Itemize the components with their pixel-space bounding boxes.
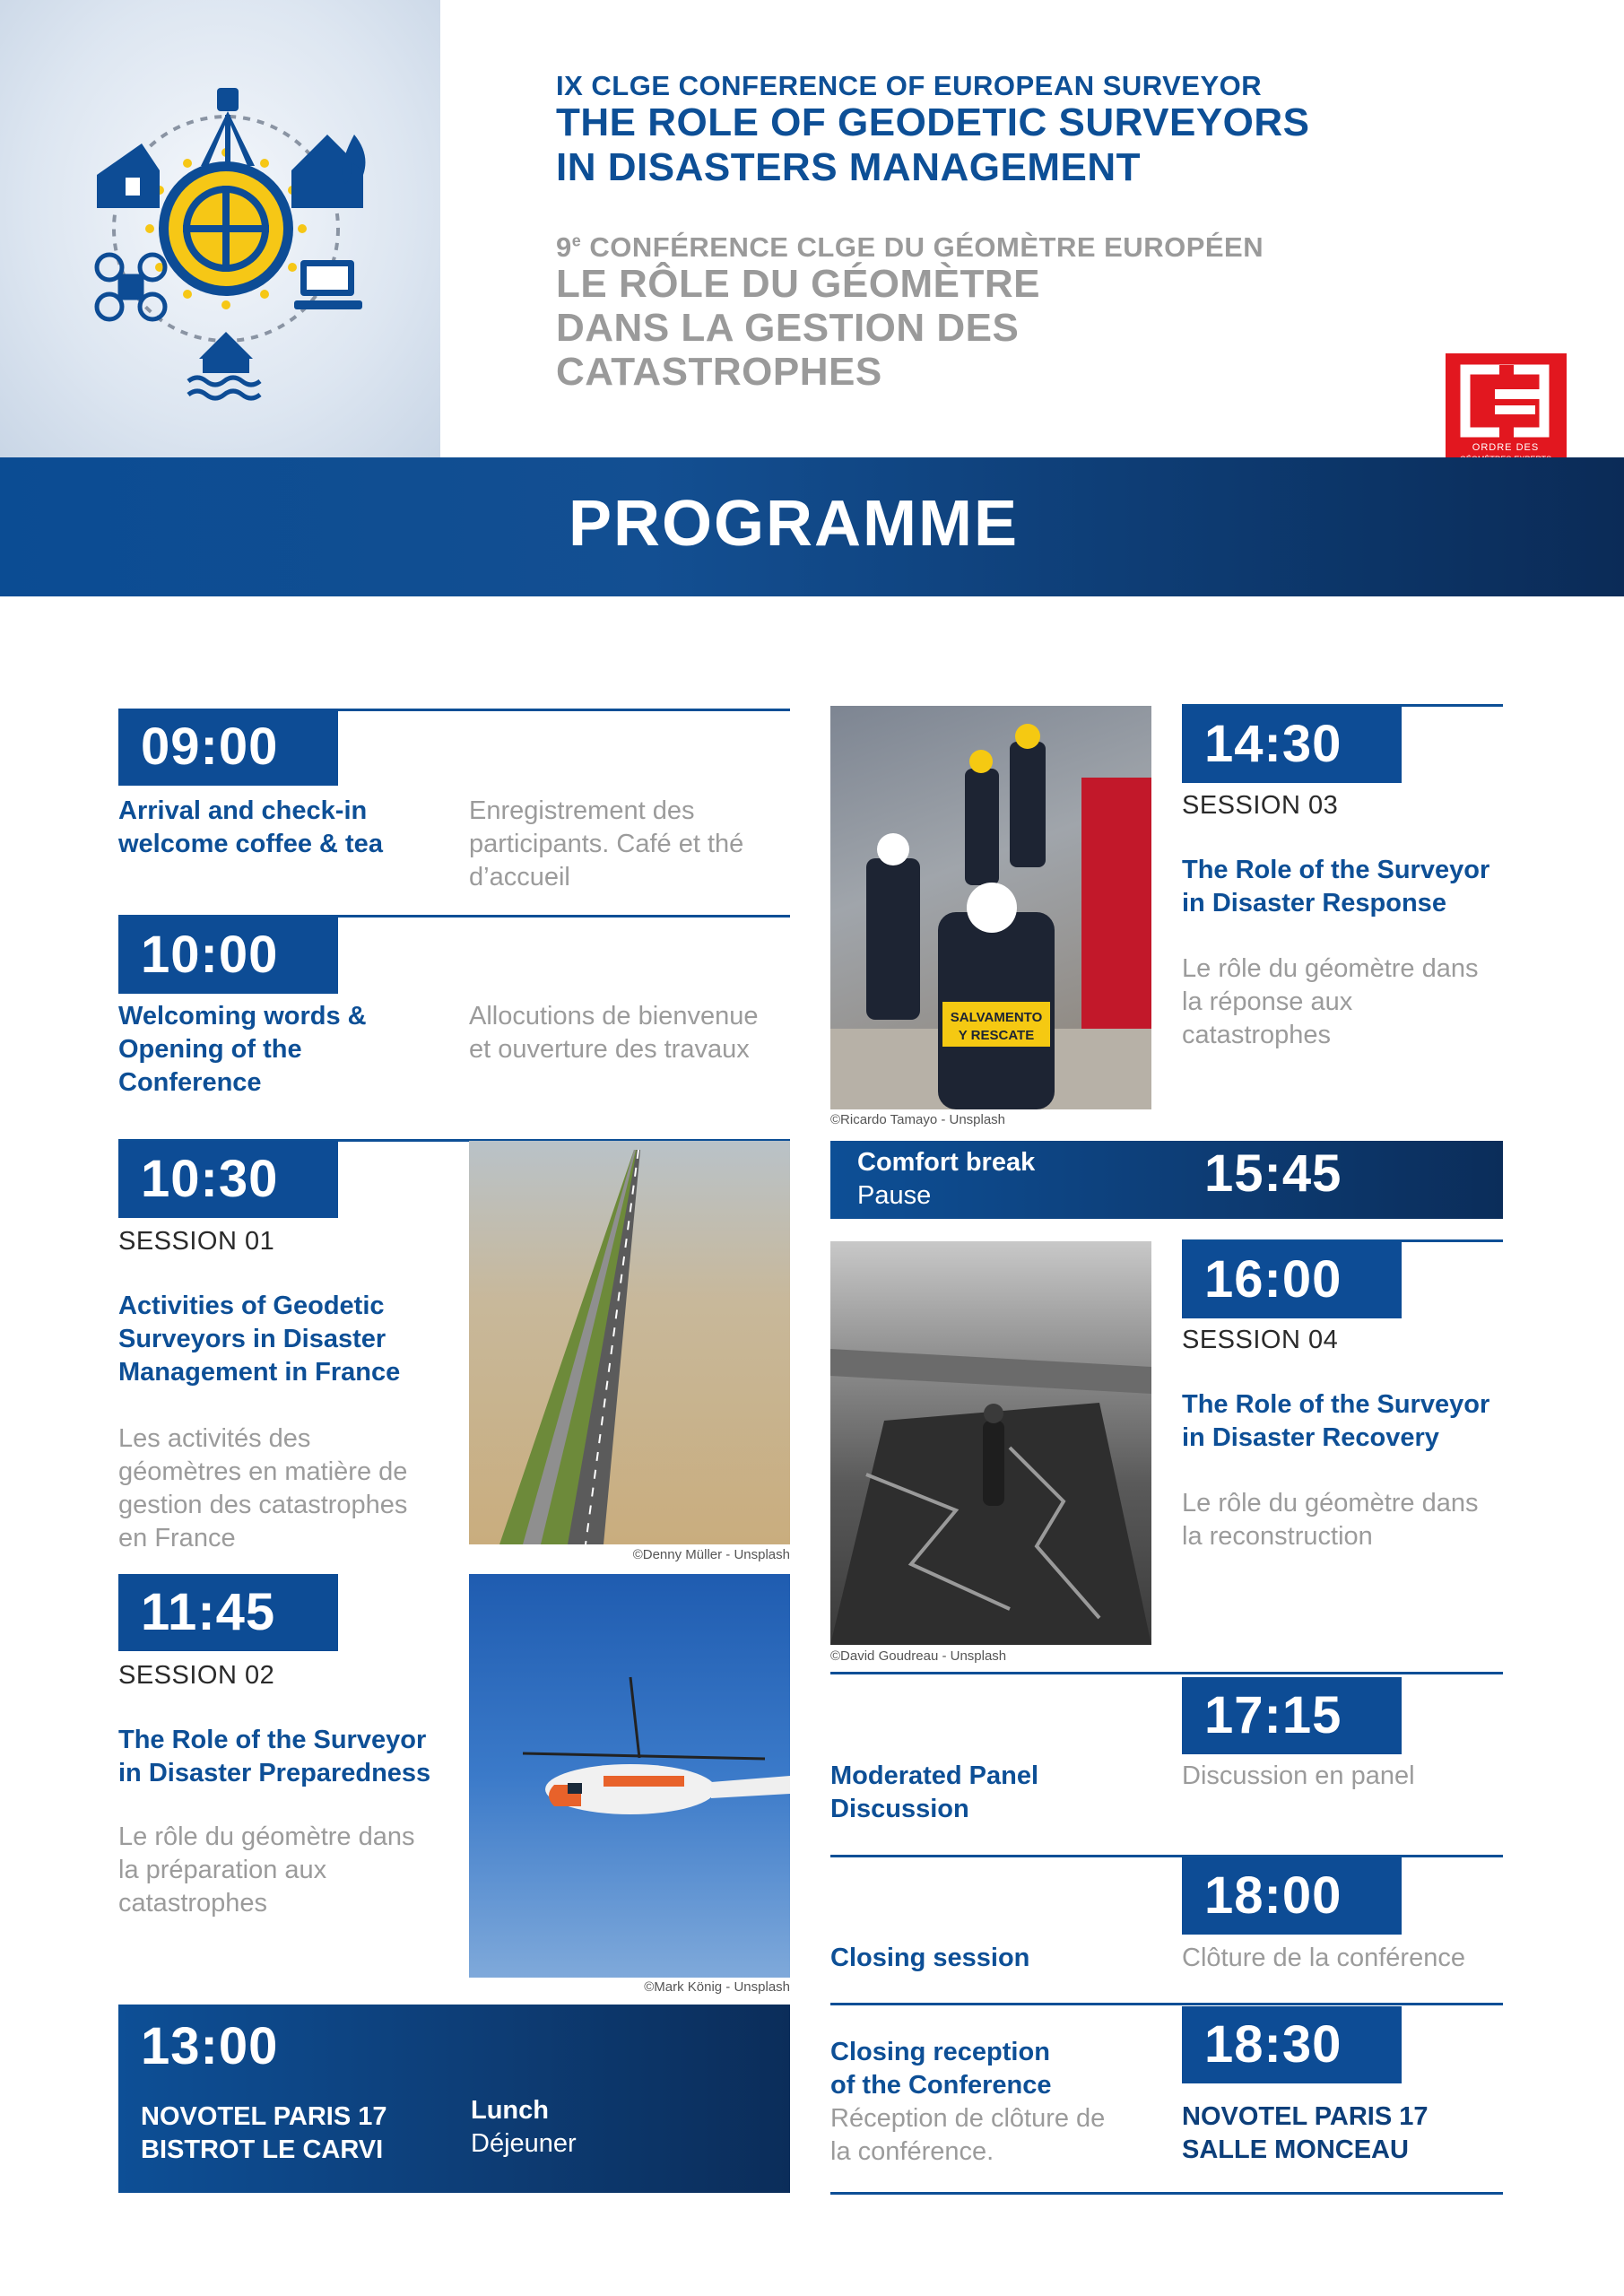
line: NOVOTEL PARIS 17 [1182, 2102, 1429, 2131]
line: in Disaster Recovery [1182, 1423, 1439, 1452]
agenda-item-fr [830, 2102, 1105, 2169]
conference-logo-panel [0, 0, 440, 457]
line: Les activités des [118, 1424, 311, 1453]
agenda-item-en [118, 1290, 400, 1389]
agenda-item-fr [118, 1821, 415, 1920]
cracked-road-image [830, 1241, 1151, 1645]
line: Le rôle du géomètre dans [1182, 1489, 1479, 1518]
lunch-label [471, 2094, 577, 2161]
line: in Disaster Preparedness [118, 1759, 431, 1787]
line: Arrival and check-in [118, 796, 368, 825]
time-badge: 10:30 [118, 1141, 338, 1218]
edition-suffix: e [571, 231, 582, 250]
time-badge: 18:30 [1182, 2006, 1402, 2083]
title-en-line: IN DISASTERS MANAGEMENT [556, 145, 1141, 189]
line: d’accueil [469, 863, 570, 891]
time-badge: 11:45 [118, 1574, 338, 1651]
agenda-item-fr: Clôture de la conférence [1182, 1944, 1465, 1972]
photo-credit: ©Ricardo Tamayo - Unsplash [830, 1112, 1006, 1127]
line: et ouverture des travaux [469, 1035, 750, 1064]
rescue-team-photo [830, 706, 1151, 1109]
divider [830, 1672, 1503, 1674]
agenda-item-fr [118, 1422, 407, 1555]
time-badge: 16:00 [1182, 1241, 1402, 1318]
agenda-item-en [118, 1724, 430, 1790]
agenda-item-fr [469, 795, 743, 894]
comfort-break-label [857, 1146, 1035, 1213]
line: Enregistrement des [469, 796, 695, 825]
agenda-item-fr [1182, 1487, 1479, 1553]
line: Discussion [830, 1795, 969, 1823]
line: Activities of Geodetic [118, 1292, 385, 1320]
agenda-item-en [118, 1000, 367, 1100]
line: Réception de clôture de [830, 2104, 1106, 2133]
edition-text: CONFÉRENCE CLGE DU GÉOMÈTRE EUROPÉEN [581, 231, 1264, 263]
line: Welcoming words & [118, 1002, 367, 1031]
line: Comfort break [857, 1148, 1036, 1177]
agenda-item-en [830, 1760, 1038, 1826]
session-label: SESSION 04 [1182, 1326, 1339, 1354]
divider [830, 2003, 1503, 2005]
time-badge: 13:00 [141, 2017, 279, 2075]
agenda-item-fr [1182, 952, 1479, 1052]
flood-house-icon [188, 332, 260, 398]
vest-text: Y RESCATE [958, 1028, 1035, 1043]
line: Surveyors in Disaster [118, 1325, 386, 1353]
line: The Role of the Surveyor [118, 1726, 427, 1754]
causeway-road-image [469, 1141, 790, 1544]
agenda-item-en [1182, 1388, 1489, 1455]
line: catastrophes [1182, 1021, 1332, 1049]
line: en France [118, 1524, 236, 1552]
line: welcome coffee & tea [118, 830, 383, 858]
line: Pause [857, 1181, 932, 1210]
helicopter-photo [469, 1574, 790, 1978]
line: Lunch [471, 2096, 549, 2125]
rescue-workers-image [830, 706, 1151, 1109]
line: participants. Café et thé [469, 830, 744, 858]
time-badge: 18:00 [1182, 1857, 1402, 1935]
programme-title: PROGRAMME [569, 488, 1019, 560]
vest-text: SALVAMENTO [950, 1010, 1043, 1025]
title-en-line: THE ROLE OF GEODETIC SURVEYORS [556, 100, 1310, 144]
session-label: SESSION 02 [118, 1661, 275, 1690]
conference-title-fr [556, 262, 1040, 394]
line: la réponse aux [1182, 987, 1353, 1016]
clge-emblem-icon [0, 0, 440, 457]
line: géomètres en matière de [118, 1457, 408, 1486]
line: The Role of the Surveyor [1182, 856, 1490, 884]
line: la conférence. [830, 2137, 994, 2166]
rescue-helicopter-image [469, 1574, 790, 1978]
computer-icon [294, 260, 362, 309]
time-badge: 09:00 [118, 709, 338, 786]
line: NOVOTEL PARIS 17 [141, 2102, 387, 2131]
line: Le rôle du géomètre dans [1182, 954, 1479, 983]
line: Management in France [118, 1358, 401, 1387]
line: Moderated Panel [830, 1761, 1039, 1790]
divider [830, 1855, 1503, 1857]
agenda-item-en [118, 795, 383, 861]
agenda-item-fr: Discussion en panel [1182, 1761, 1415, 1790]
time-badge: 15:45 [1204, 1144, 1342, 1203]
line: The Role of the Surveyor [1182, 1390, 1490, 1419]
line: Conference [118, 1068, 262, 1097]
line: in Disaster Response [1182, 889, 1446, 918]
line: Allocutions de bienvenue [469, 1002, 759, 1031]
line: SALLE MONCEAU [1182, 2135, 1409, 2164]
photo-credit: ©David Goudreau - Unsplash [830, 1648, 1007, 1664]
line: of the Conference [830, 2071, 1052, 2100]
line: catastrophes [118, 1889, 268, 1918]
edition-number: 9 [556, 231, 572, 263]
conference-edition-en: IX CLGE CONFERENCE OF EUROPEAN SURVEYOR [556, 70, 1263, 101]
house-fire-icon [291, 135, 365, 208]
conference-title-en [556, 100, 1310, 190]
agenda-item-en [1182, 854, 1489, 920]
line: BISTROT LE CARVI [141, 2135, 384, 2164]
line: Opening of the [118, 1035, 302, 1064]
title-fr-line: DANS LA GESTION DES [556, 306, 1020, 350]
session-label: SESSION 03 [1182, 791, 1339, 820]
lunch-venue [141, 2100, 387, 2167]
time-badge: 17:15 [1182, 1677, 1402, 1754]
title-fr-line: LE RÔLE DU GÉOMÈTRE [556, 262, 1040, 306]
causeway-photo [469, 1141, 790, 1544]
session-label: SESSION 01 [118, 1227, 275, 1256]
divider [830, 2192, 1503, 2195]
line: la préparation aux [118, 1856, 327, 1884]
oge-logo-line1: ORDRE DES [1472, 442, 1540, 453]
conference-edition-fr [556, 231, 1264, 264]
line: Déjeuner [471, 2129, 577, 2158]
photo-credit: ©Mark König - Unsplash [644, 1979, 790, 1995]
agenda-item-en: Closing session [830, 1944, 1030, 1972]
line: la reconstruction [1182, 1522, 1373, 1551]
line: Closing reception [830, 2038, 1050, 2066]
time-badge: 10:00 [118, 917, 338, 994]
agenda-item-fr [469, 1000, 758, 1066]
collapsed-house-icon [97, 144, 160, 208]
oge-logo [1446, 353, 1567, 474]
agenda-item-en [830, 2036, 1052, 2102]
time-badge: 14:30 [1182, 706, 1402, 783]
oge-mark-icon [1446, 353, 1567, 474]
photo-credit: ©Denny Müller - Unsplash [632, 1547, 790, 1562]
theodolite-icon [201, 88, 255, 167]
drone-icon [97, 255, 165, 319]
reception-venue [1182, 2100, 1429, 2167]
earthquake-photo [830, 1241, 1151, 1645]
line: Le rôle du géomètre dans [118, 1822, 415, 1851]
title-fr-line: CATASTROPHES [556, 350, 882, 394]
line: gestion des catastrophes [118, 1491, 408, 1519]
